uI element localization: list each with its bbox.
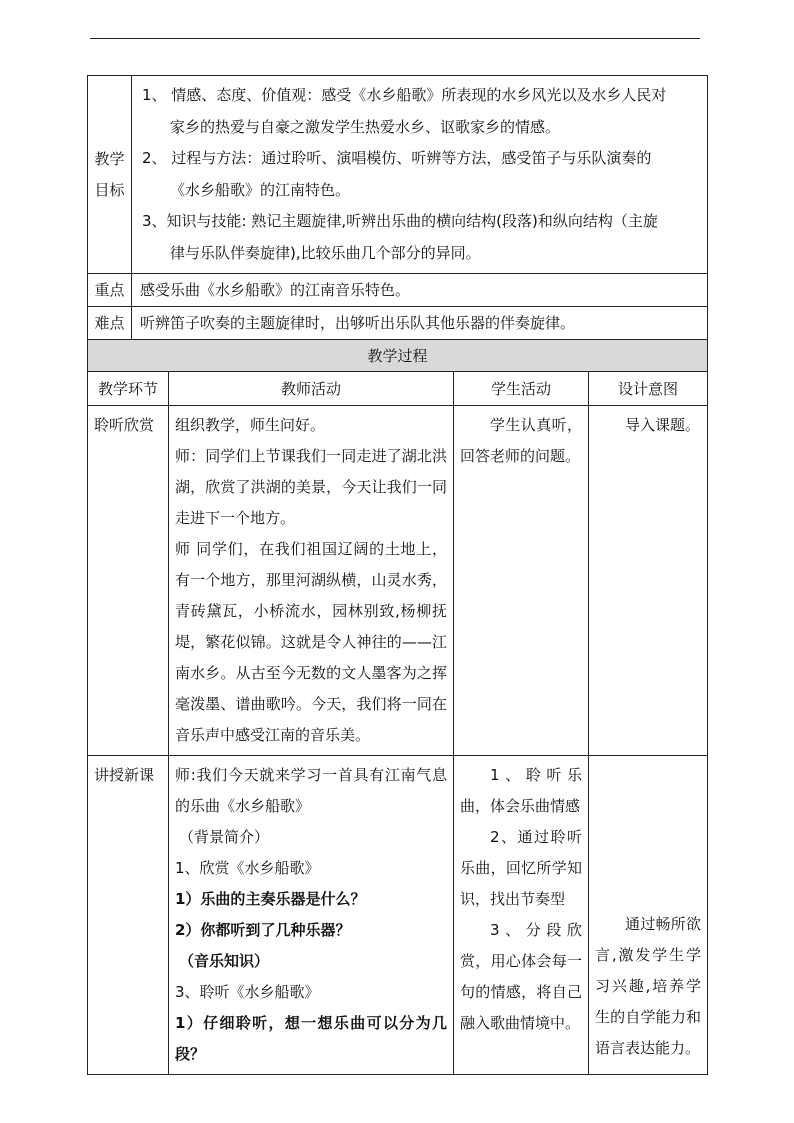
- goal-item: 3、知识与技能: 熟记主题旋律,听辨出乐曲的横向结构(段落)和纵向结构（主旋 律与乐队伴奏旋律),比较乐曲几个部分的异同。: [142, 212, 658, 262]
- teacher-paragraph: 师：同学们上节课我们一同走进了湖北洪湖，欣赏了洪湖的美景，今天让我们一同走进下一个地方。: [175, 447, 447, 527]
- lesson-plan-table: [87, 75, 708, 1075]
- teacher-activity-cell: [169, 756, 454, 1075]
- teacher-paragraph: （音乐知识）: [179, 952, 270, 970]
- process-title: 教学过程: [88, 340, 708, 372]
- goals-row: [88, 76, 708, 274]
- key-point-label: 重点: [88, 274, 132, 307]
- student-activity-cell: 学生认真听，回答老师的问题。: [454, 406, 589, 756]
- intent-cell: 通过畅所欲言,激发学生学习兴趣,培养学生的自学能力和语言表达能力。: [589, 756, 708, 1075]
- table-row: [88, 756, 708, 1075]
- teacher-question: 2）你都听到了几种乐器？: [175, 921, 351, 939]
- goals-content: [132, 76, 708, 274]
- key-point-row: [88, 274, 708, 307]
- goals-label: 教学目标: [88, 76, 132, 274]
- key-point-text: 感受乐曲《水乡船歌》的江南音乐特色。: [132, 274, 708, 307]
- goal-item: 1、 情感、态度、价值观：感受《水乡船歌》所表现的水乡风光以及水乡人民对 家乡的热爱与自豪之激发学生热爱水乡、讴歌家乡的情感。: [142, 86, 667, 136]
- difficulty-row: [88, 307, 708, 340]
- column-header-student: 学生活动: [454, 372, 589, 406]
- teacher-question: 1）仔细聆听，想一想乐曲可以分为几段？: [175, 1014, 447, 1063]
- table-row: [88, 406, 708, 756]
- teacher-paragraph: 师:我们今天就来学习一首具有江南气息的乐曲《水乡船歌》: [175, 766, 447, 815]
- teacher-question: 1）乐曲的主奏乐器是什么？: [175, 890, 366, 908]
- teacher-paragraph: 1、欣赏《水乡船歌》: [175, 859, 320, 877]
- student-activity-cell: 1、聆听乐曲，体会乐曲情感 2、通过聆听乐曲，回忆所学知识，找出节奏型 3、分段欣赏，用心体会每一句的情感，将自己融入歌曲情境中。: [454, 756, 589, 1075]
- goal-item: 2、 过程与方法：通过聆听、演唱模仿、听辨等方法，感受笛子与乐队演奏的 《水乡船歌》的江南特色。: [142, 149, 652, 199]
- column-header-intent: 设计意图: [589, 372, 708, 406]
- column-header-teacher: 教师活动: [169, 372, 454, 406]
- teacher-paragraph: 师 同学们，在我们祖国辽阔的土地上，有一个地方，那里河湖纵横，山灵水秀，青砖黛瓦，小桥流水，园林别致,杨柳抚堤，繁花似锦。这就是令人神往的——江南水乡。从古至今无数的文人墨客为之挥毫泼墨、谱曲歌吟。今天，我们将一同在音乐声中感受江南的音乐美。: [175, 540, 447, 744]
- column-header-row: [88, 372, 708, 406]
- teacher-paragraph: 3、聆听《水乡船歌》: [175, 983, 320, 1001]
- teacher-paragraph: （背景简介）: [179, 828, 270, 846]
- stage-cell: 聆听欣赏: [88, 406, 169, 756]
- teacher-paragraph: 组织教学，师生问好。: [175, 416, 326, 434]
- difficulty-label: 难点: [88, 307, 132, 340]
- process-title-row: [88, 340, 708, 372]
- column-header-stage: 教学环节: [88, 372, 169, 406]
- header-rule: [90, 38, 700, 39]
- intent-cell: 导入课题。: [589, 406, 708, 756]
- difficulty-text: 听辨笛子吹奏的主题旋律时，出够听出乐队其他乐器的伴奏旋律。: [132, 307, 708, 340]
- teacher-activity-cell: [169, 406, 454, 756]
- stage-cell: 讲授新课: [88, 756, 169, 1075]
